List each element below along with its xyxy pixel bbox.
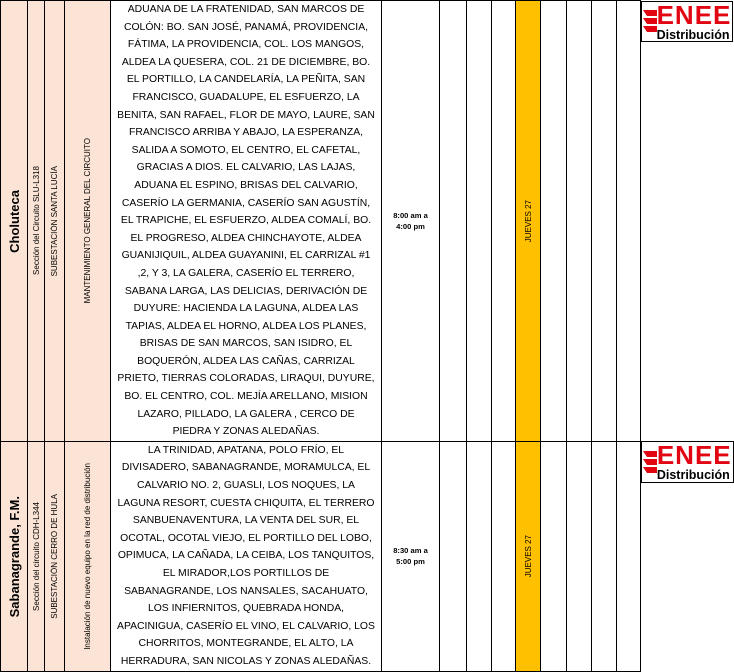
- day-cell-empty: [567, 441, 592, 671]
- day-cell-empty: [567, 1, 592, 442]
- logo-wordmark: ENEE: [656, 0, 732, 30]
- table-row: [1, 441, 734, 671]
- table-row: [1, 1, 734, 442]
- logo-cell: [641, 1, 733, 43]
- day-cell-highlighted: [516, 1, 541, 442]
- day-cell-empty: [617, 1, 641, 442]
- logo-subtitle: Distribución: [656, 468, 730, 483]
- affected-places: LA TRINIDAD, APATANA, POLO FRÍO, EL DIVISADERO, SABANAGRANDE, MORAMULCA, EL CALVARIO NO. 2, GUASLI, LOS NOQUES, LA LAGUNA RESORT, CUESTA CHIQUITA, EL TERRERO SANBUENAVENTURA, LA VENTA DEL SUR, EL OCOTAL, OCOTAL VIEJO, EL PORTILLO DEL LOBO, OPIMUCA, LA CAÑADA, LA CEIBA, LOS TANQUITOS, EL MIRADOR,LOS PORTILLOS DE SABANAGRANDE, LOS NANSALES, SACAHUATO, LOS INFIERNITOS, QUEBRADA HONDA, APACINIGUA, CASERÍO EL VINO, EL CALVARIO, LOS CHORRITOS, MONTEGRANDE, EL ALTO, LA HERRADURA, SAN NICOLAS Y ZONAS ALEDAÑAS.: [117, 444, 375, 667]
- section-cell: [28, 441, 45, 671]
- section-cell: [28, 1, 45, 442]
- time-end: 5:00 pm: [396, 557, 425, 567]
- day-label: JUEVES 27: [523, 535, 533, 578]
- day-cell-empty: [592, 441, 617, 671]
- time-cell: [382, 441, 440, 671]
- work-cell: [65, 1, 111, 442]
- affected-places: ADUANA DE LA FRATENIDAD, SAN MARCOS DE COLÓN: BO. SAN JOSÉ, PANAMÁ, PROVIDENCIA, FÁTIMA, LA PROVIDENCIA, COL. LOS MANGOS, ALDEA LA QUESERA, COL. 21 DE DICIEMBRE, BO. EL PORTILLO, LA CANDELARÍA, LA PEÑITA, SAN FRANCISCO, GUADALUPE, EL ESFUERZO, LA BENITA, SAN RAFAEL, FLOR DE MAYO, LAURE, SAN FRANCISCO ARRIBA Y ABAJO, LA ESPERANZA, SALIDA A SOMOTO, EL CENTRO, EL CAFETAL, GRACIAS A DIOS. EL CALVARIO, LAS LAJAS, ADUANA EL ESPINO, BRISAS DEL CALVARIO, CASERÍO LA GERMANIA, CASERÍO SAN AGUSTÍN, EL TRAPICHE, EL ESFUERZO, ALDEA COMALÍ, BO. EL PROGRESO, ALDEA CHINCHAYOTE, ALDEA GUANIJIQUIL, ALDEA GUAYANINI, EL CARRIZAL #1 ,2, Y 3, LA GALERA, CASERÍO EL TERRERO, SABANA LARGA, LAS DELICIAS, DERIVACIÓN DE DUYURE: HACIENDA LA LAGUNA, ALDEA LAS TAPIAS, ALDEA EL HORNO, ALDEA LOS PLANES, BRISAS DE SAN MARCOS, SAN ISIDRO, EL BOQUERÓN, ALDEA LAS CAÑAS, CARRIZAL PRIETO, TIERRAS COLORADAS, LIRAQUI, DUYURE, BO. EL CENTRO, COL. MEJÍA ARELLANO, MISION LAZARO, PILLADO, LA GALERA , CERCO DE PIEDRA Y ZONAS ALEDAÑAS.: [117, 4, 375, 438]
- places-cell: [111, 441, 382, 671]
- substation-cell: [45, 1, 65, 442]
- circuit-section: Sección del Circuito SLU-L318: [31, 166, 41, 276]
- substation-cell: [45, 441, 65, 671]
- day-cell-empty: [617, 441, 641, 671]
- work-description: Instalación de nuevo equipo en la red de distribución: [83, 462, 92, 650]
- enee-logo-mark-icon: [643, 451, 657, 473]
- day-cell-empty: [492, 441, 516, 671]
- day-cell-empty: [467, 441, 492, 671]
- enee-logo: [643, 442, 732, 482]
- time-end: 4:00 pm: [396, 221, 425, 231]
- enee-logo: [643, 2, 732, 42]
- substation-name: SUBESTACIÓN CERRO DE HULA: [50, 493, 59, 619]
- enee-logo-mark-icon: [643, 10, 657, 32]
- day-label: JUEVES 27: [523, 199, 533, 243]
- time-start: 8:00 am a: [393, 210, 428, 220]
- department-cell: [1, 1, 28, 442]
- logo-cell: [641, 441, 734, 483]
- day-cell-empty: [492, 1, 516, 442]
- day-cell-highlighted: [516, 441, 541, 671]
- places-cell: [111, 1, 382, 442]
- day-cell-empty: [541, 1, 567, 442]
- work-description: MANTENIMIENTO GENERAL DEL CIRCUITO: [83, 138, 92, 304]
- work-cell: [65, 441, 111, 671]
- time-start: 8:30 am a: [393, 546, 428, 556]
- time-cell: [382, 1, 440, 442]
- day-cell-empty: [592, 1, 617, 442]
- department-name: Choluteca: [6, 189, 22, 253]
- substation-name: SUBESTACIÓN SANTA LUCÍA: [50, 165, 59, 277]
- department-cell: [1, 441, 28, 671]
- department-name: Sabanagrande, F.M.: [6, 495, 22, 617]
- day-cell-empty: [440, 441, 467, 671]
- logo-subtitle: Distribución: [656, 27, 730, 42]
- day-cell-empty: [440, 1, 467, 442]
- logo-wordmark: ENEE: [656, 440, 732, 471]
- day-cell-empty: [541, 441, 567, 671]
- circuit-section: Sección del circuito CDH-L344: [31, 501, 41, 611]
- day-cell-empty: [467, 1, 492, 442]
